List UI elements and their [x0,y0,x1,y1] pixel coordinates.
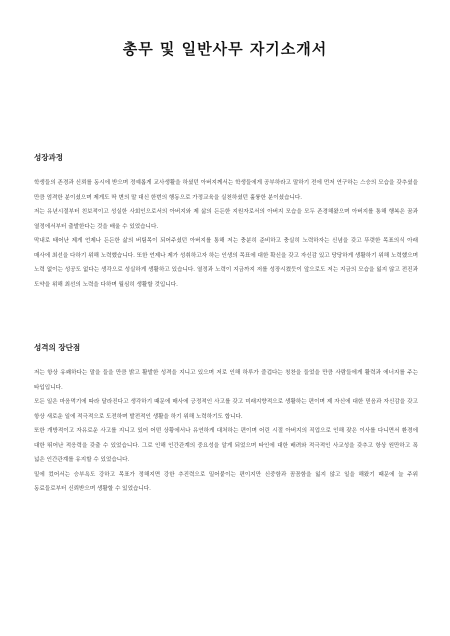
paragraph: 막내로 태어난 제게 언제나 든든한 삶의 버팀목이 되어주셨던 아버지를 통해 저는 충분히 준비하고 충실히 노력하자는 신념을 갖고 뚜렷한 목표의식 아래 매사에 최선을 다하기 위해 노력했습니다. 또한 언제나 제가 성취하고자 하는 인생의 목표에 대한 확신을 갖고 자신감 있고 당당하게 생활하기 위해 노력했으며 노력 없이는 성공도 없다는 생각으로 성실하게 생활하고 있습니다. 열정과 노력이 지금까지 저를 성장시켰듯이 앞으로도 저는 지금의 모습을 잃지 않고 전진과 도약을 위해 최선의 노력을 다하며 월심히 생활할 것입니다. [34,238,418,288]
paragraph: 또한 개방적이고 자유로운 사고를 지니고 있어 어떤 상황에서나 유연하게 대처하는 편이며 어린 시절 아버지의 직업으로 인해 잦은 이사를 다니면서 환경에 대한 뛰어난 적응력을 갖출 수 있었습니다. 그로 인해 인간관계의 중요성을 알게 되었으며 타인에 대한 배려와 적극적인 사교성을 갖추고 항상 원만하고 폭 넓은 인간관계를 유지할 수 있었습니다. [34,428,418,463]
paragraph: 학생들의 존경과 신뢰를 동시에 받으며 정예롭게 교사생활을 하셨던 아버지께서는 학생들에게 공부하라고 말하기 전에 먼저 연구하는 스승의 모습을 갖추셨을 만큼 엄격한 분이셨으며 제게도 딱 변의 말 대신 한번의 행동으로 가정교육을 실천하셨던 훌륭한 분이셨습니다. [34,180,418,201]
section-heading-personality: 성격의 장단점 [34,343,81,352]
section-body-personality [34,366,418,497]
paragraph: 밑에 컸어서는 승부욕도 강하고 목표가 정해지면 강한 추진력으로 밀어붙이는 편이지만 신중함과 꼼꼼함을 잃지 않고 일을 해왔기 때문에 늘 주위 동료들로부터 신뢰받으며 생활할 수 있었습니다. [34,471,418,492]
document-title: 총무 및 일반사무 자기소개서 [122,40,328,58]
paragraph: 저는 항상 유쾌하다는 말을 들을 만큼 밝고 활발한 성격을 지니고 있으며 저로 인해 하루가 즐겁다는 칭찬을 들었을 만큼 사람들에게 활력과 에너지를 주는 타입입니다. [34,370,418,391]
paragraph: 저는 유년시절부터 친보적이고 성실한 사회인으로서의 아버지와 제 삶의 든든한 지원자로서의 아버지 모습을 모두 존경해왔으며 아버지를 통해 행복은 꿈과 열정에서부터 출발한다는 것을 배울 수 있었습니다. [34,209,418,230]
paragraph: 모든 일은 마음먹기에 따라 달라진다고 생각하기 때문에 매사에 긍정적인 사고를 갖고 미래지향적으로 생활하는 편이며 제 자신에 대한 믿음과 자신감을 갖고 항상 새로운 일에 적극적으로 도전하며 발전적인 생활을 하기 위해 노력하기도 합니다. [34,399,418,420]
section-body-growth [34,176,418,292]
section-heading-growth: 성장과정 [34,153,63,162]
